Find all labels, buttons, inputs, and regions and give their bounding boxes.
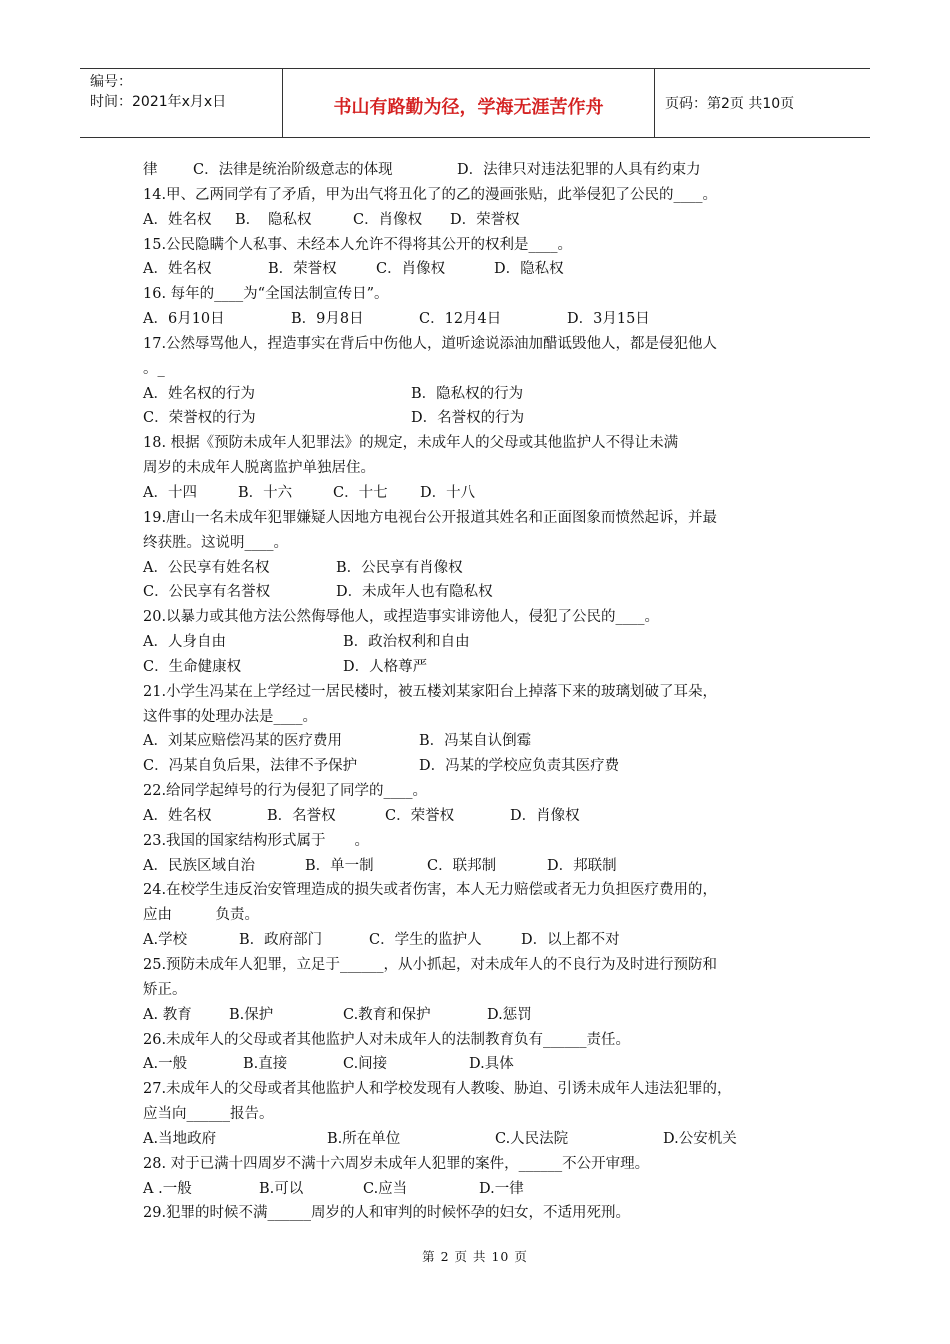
option-text: B．政府部门 (239, 932, 323, 949)
option-text: D．隐私权 (494, 261, 564, 278)
option-text: D．荣誉权 (450, 211, 520, 228)
option-text: B.保护 (229, 1006, 274, 1023)
option-text: B．十六 (238, 484, 293, 501)
question-line: 24.在校学生违反治安管理造成的损失或者伤害，本人无力赔偿或者无力负担医疗费用的， (143, 882, 718, 899)
option-text: A．姓名权 (143, 807, 212, 824)
option-text: B．政治权利和自由 (343, 634, 470, 651)
option-text: 律 (143, 162, 158, 178)
option-text: B．名誉权 (267, 807, 336, 824)
option-text: A.一般 (143, 1056, 188, 1073)
question-line: 周岁的未成年人脱离监护单独居住。 (143, 460, 375, 477)
option-text: D.惩罚 (487, 1006, 532, 1023)
options-line (143, 854, 823, 879)
options-line (143, 630, 823, 655)
option-text: D．冯某的学校应负责其医疗费 (419, 758, 620, 775)
option-text: C．荣誉权的行为 (143, 410, 256, 427)
option-text: C．法律是统治阶级意志的体现 (193, 162, 393, 178)
option-text: D.具体 (469, 1056, 514, 1073)
header-page-info: 页码：第2页 共10页 (665, 96, 795, 112)
options-line (143, 580, 823, 605)
question-line: 27.未成年人的父母或者其他监护人和学校发现有人教唆、胁迫、引诱未成年人违法犯罪的， (143, 1081, 732, 1098)
options-line (143, 1003, 823, 1028)
option-text: C．荣誉权 (385, 807, 455, 824)
options-line (143, 208, 823, 233)
question-line: 17.公然辱骂他人，捏造事实在背后中伤他人，道听途说添油加醋诋毁他人，都是侵犯他人 (143, 335, 718, 352)
option-text: B.所在单位 (327, 1130, 401, 1147)
question-line: 23.我国的国家结构形式属于 。 (143, 832, 370, 849)
document-number: 编号： (90, 74, 132, 90)
option-text: D．以上都不对 (521, 932, 620, 949)
options-line (143, 928, 823, 953)
question-line: 15.公民隐瞒个人私事、未经本人允许不得将其公开的权利是____。 (143, 236, 573, 253)
option-text: C．12月4日 (419, 311, 502, 328)
question-line: 22.给同学起绰号的行为侵犯了同学的____。 (143, 783, 428, 800)
option-text: D．人格尊严 (343, 658, 428, 675)
option-text: 隐私权 (268, 211, 312, 228)
options-line (143, 655, 823, 680)
options-line (143, 307, 823, 332)
question-line: 终获胜。这说明____。 (143, 534, 288, 551)
option-text: A．民族区域自治 (143, 857, 255, 874)
option-text: D．法律只对违法犯罪的人具有约束力 (457, 162, 701, 178)
option-text: B．单一制 (305, 857, 374, 874)
question-line: 应当向______报告。 (143, 1106, 274, 1123)
option-text: A.学校 (143, 932, 188, 949)
option-text: B． (235, 211, 261, 228)
option-text: C．冯某自负后果，法律不予保护 (143, 758, 358, 775)
option-text: C．联邦制 (427, 857, 497, 874)
header-motto: 书山有路勤为径，学海无涯苦作舟 (283, 69, 655, 137)
option-text: D.公安机关 (663, 1130, 737, 1147)
options-line (143, 481, 823, 506)
option-text: D．邦联制 (547, 857, 617, 874)
option-text: D．十八 (420, 484, 476, 501)
question-line: 。_ (143, 360, 165, 377)
document-time: 时间：2021年x月x日 (90, 94, 227, 110)
option-text: A．公民享有姓名权 (143, 559, 270, 576)
option-text: B．隐私权的行为 (411, 385, 524, 402)
option-text: C.应当 (363, 1180, 408, 1197)
option-text: D．名誉权的行为 (411, 410, 525, 427)
page-footer: 第 2 页 共 10 页 (422, 1249, 528, 1264)
options-line (143, 556, 823, 581)
option-text: A．姓名权 (143, 261, 212, 278)
option-text: C．十七 (333, 484, 388, 501)
option-text: C.间接 (343, 1056, 388, 1073)
options-line (143, 1127, 823, 1152)
option-text: B.可以 (259, 1180, 304, 1197)
options-line (143, 406, 823, 431)
options-line (143, 382, 823, 407)
header-meta (80, 69, 283, 137)
option-text: C．公民享有名誉权 (143, 584, 271, 601)
question-line: 14.甲、乙两同学有了矛盾，甲为出气将丑化了的乙的漫画张贴，此举侵犯了公民的____。 (143, 186, 718, 203)
option-text: A．姓名权 (143, 211, 212, 228)
question-line: 28. 对于已满十四周岁不满十六周岁未成年人犯罪的案件，______不公开审理。 (143, 1155, 650, 1172)
option-text: C.人民法院 (495, 1130, 569, 1147)
question-line: 20.以暴力或其他方法公然侮辱他人，或捏造事实诽谤他人，侵犯了公民的____。 (143, 609, 660, 626)
option-text: C．肖像权 (376, 261, 446, 278)
option-text: D．3月15日 (567, 311, 650, 328)
option-text: B.直接 (243, 1056, 288, 1073)
option-text: B．9月8日 (291, 311, 364, 328)
question-line: 18. 根据《预防未成年人犯罪法》的规定，未成年人的父母或其他监护人不得让未满 (143, 435, 679, 452)
option-text: A．姓名权的行为 (143, 385, 255, 402)
option-text: D．肖像权 (510, 807, 580, 824)
option-text: A．6月10日 (143, 311, 225, 328)
question-line: 这件事的处理办法是____。 (143, 708, 317, 725)
option-text: D．未成年人也有隐私权 (336, 584, 493, 601)
question-line: 矫正。 (143, 981, 187, 998)
question-content (143, 158, 823, 1226)
options-line (143, 754, 823, 779)
option-text: B．冯某自认倒霉 (419, 733, 532, 750)
question-line: 19.唐山一名未成年犯罪嫌疑人因地方电视台公开报道其姓名和正面图象而愤然起诉，并最 (143, 509, 718, 526)
option-text: C.教育和保护 (343, 1006, 431, 1023)
option-text: A .一般 (143, 1180, 192, 1197)
page-header (80, 68, 870, 138)
question-line: 应由 负责。 (143, 907, 259, 924)
option-text: C．生命健康权 (143, 658, 242, 675)
options-line (143, 804, 823, 829)
option-text: A. 教育 (143, 1006, 192, 1023)
option-text: B．荣誉权 (268, 261, 337, 278)
options-line (143, 158, 823, 183)
question-line: 16. 每年的____为“全国法制宣传日”。 (143, 286, 389, 303)
option-text: A．十四 (143, 484, 197, 501)
question-line: 21.小学生冯某在上学经过一居民楼时，被五楼刘某家阳台上掉落下来的玻璃划破了耳朵， (143, 683, 718, 700)
option-text: D.一律 (479, 1180, 524, 1197)
option-text: A.当地政府 (143, 1130, 217, 1147)
option-text: C．肖像权 (353, 211, 423, 228)
options-line (143, 1052, 823, 1077)
options-line (143, 729, 823, 754)
question-line: 26.未成年人的父母或者其他监护人对未成年人的法制教育负有______责任。 (143, 1031, 631, 1048)
options-line (143, 257, 823, 282)
option-text: B．公民享有肖像权 (336, 559, 463, 576)
options-line (143, 1177, 823, 1202)
option-text: A．人身自由 (143, 634, 226, 651)
option-text: C．学生的监护人 (369, 932, 482, 949)
question-line: 25.预防未成年人犯罪，立足于______，从小抓起，对未成年人的不良行为及时进行预防和 (143, 957, 718, 973)
option-text: A．刘某应赔偿冯某的医疗费用 (143, 733, 342, 750)
question-line: 29.犯罪的时候不满______周岁的人和审判的时候怀孕的妇女，不适用死刑。 (143, 1205, 631, 1222)
